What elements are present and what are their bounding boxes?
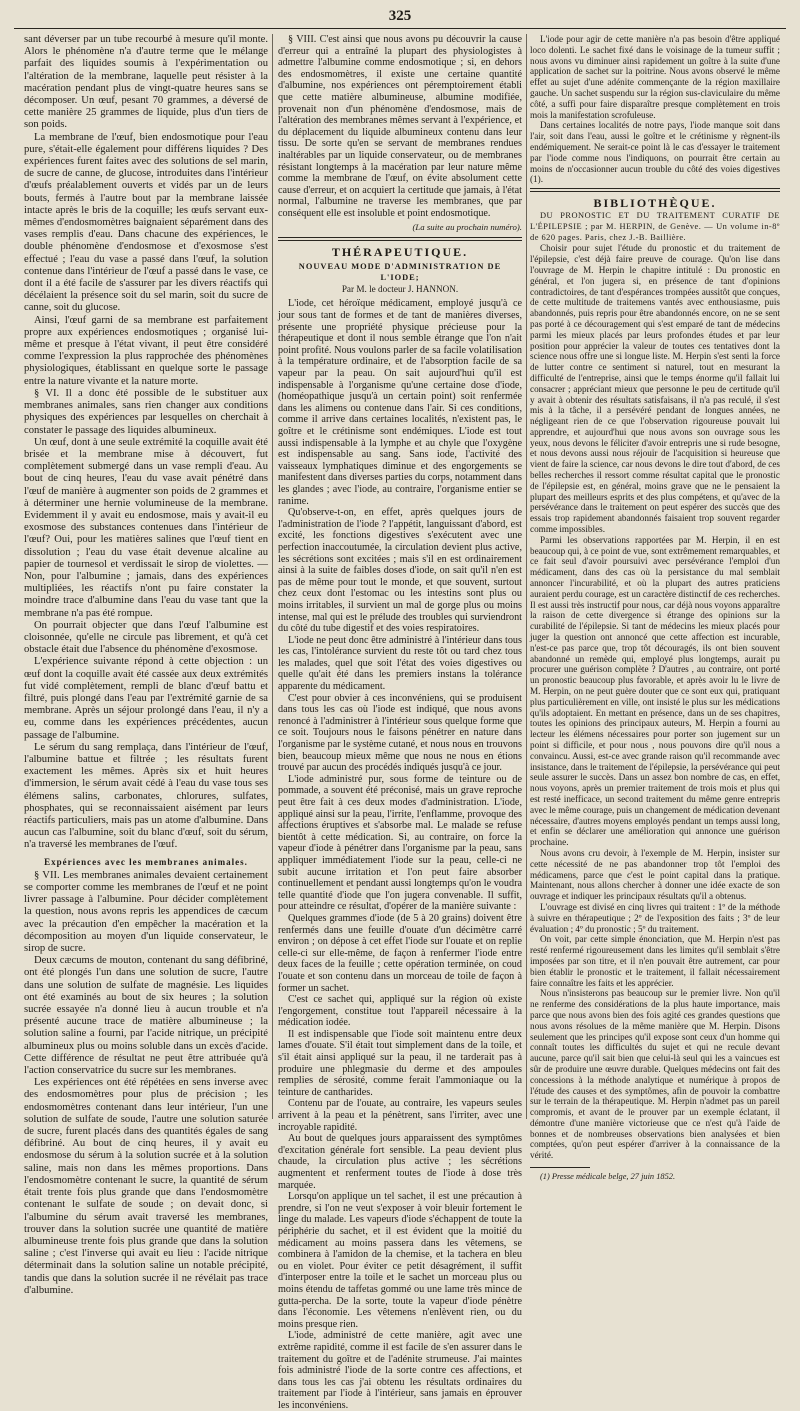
paragraph: On voit, par cette simple énonciation, que M. Herpin n'est pas resté renfermé rigoureusement dans les limites qu'il semblait s'être imposées par son titre, et il n'en pouvait être autrement, car pour bien établir le pronostic et le traitement, il fallait nécessairement faire connaître les faits et les apprécier.	[530, 934, 780, 988]
section-title: BIBLIOTHÈQUE.	[593, 196, 717, 211]
paragraph: L'iode, administré de cette manière, agit avec une extrême rapidité, comme il est facile de s'en assurer dans le traitement du goître et de l'adénite strumeuse. J'ai maintes fois administré l'iode de la sorte contre ces affections, et dans tous les cas j'ai obtenu les résultats ordinaires du traitement par l'iode à l'intérieur, sans jamais en éprouver les inconvéniens.	[278, 1330, 522, 1411]
paragraph: § VI. Il a donc été possible de le substituer aux membranes animales, sans rien changer aux conditions physiques des expériences par lesquelles on cherchait à constater le passage des liquides albumineux.	[24, 387, 268, 436]
paragraph: L'ouvrage est divisé en cinq livres qui traitent : 1º de la méthode à suivre en thérapeutique ; 2º de l'exposition des faits ; 3º de leur évaluation ; 4º du pronostic ; 5º du traitement.	[530, 901, 780, 934]
page-number: 325	[388, 8, 412, 24]
column-right	[530, 34, 780, 1182]
column-separator	[272, 34, 273, 1119]
paragraph: C'est pour obvier à ces inconvéniens, qui se produisent dans tous les cas où l'iode est indiqué, que nous avons renoncé à l'administrer à l'intérieur sous quelque forme que ce soit. Toujours nous le faisons pénétrer en nature dans l'organisme par le système cutané, et nous nous en trouvons bien, beaucoup mieux même que nous ne nous en étions trouvé par aucun des procédés indiqués jusqu'à ce jour.	[278, 692, 522, 774]
section-rule	[278, 237, 522, 241]
paragraph: L'iode ne peut donc être administré à l'intérieur dans tous les cas, l'intolérance survient du reste tôt ou tard chez tous les malades, quel que soit l'état des voies digestives ou quelle qu'ait été dans les premiers instans la tolérance apparente du médicament.	[278, 634, 522, 693]
paragraph: Nous avons cru devoir, à l'exemple de M. Herpin, insister sur cette nécessité de ne pas abandonner trop tôt l'emploi des médicamens, parce que c'est le point capital dans la pratique. Maintenant, nous allons chercher à donner une idée exacte de son ouvrage et indiquer les principaux résultats qu'il a obtenus.	[530, 847, 780, 902]
section-rule	[530, 188, 780, 192]
header-rule	[14, 28, 786, 29]
section-heading: Expériences avec les membranes animales.	[44, 856, 248, 867]
paragraph: § VIII. C'est ainsi que nous avons pu découvrir la cause d'erreur qui a entraîné la plupart des physiologistes à admettre l'albumine comme endosmotique ; si, en dehors des endosmomètres, il existe une certaine quantité d'albumine, nos expériences ont péremptoirement établi que cette matière albumineuse, albumine modifiée, provenait non d'un phénomène d'endosmose, mais de l'altération des membranes mêmes servant à l'expérience, et du déplacement du liquide albumineux contenu dans leur tissu. De sorte qu'en se servant de membranes rendues inaltérables par un liquide conservateur, ou de membranes résistant longtemps à la macération par leur nature même comme la membrane de l'œuf, on évite absolument cette cause d'erreur, et on acquiert la certitude que jamais, à l'état normal, l'albumine ne traverse les membranes, que par conséquent elle est insoluble et point endosmotique.	[278, 34, 522, 219]
paragraph: Lorsqu'on applique un tel sachet, il est une précaution à prendre, si l'on ne veut s'exposer à voir bleuir fortement le linge du malade. Les vapeurs d'iode s'échappent de toute la périphérie du sachet, et il est évident que la moitié du médicament au moins passera dans les vêtemens, se combinera à l'amidon de la chemise, et la tachera en bleu ou en violet. Pour éviter ce petit désagrément, il suffit d'interposer entre la toile et le sachet un morceau plus ou moins étendu de taffetas gommé ou une lame très mince de gutta-percha. De la sorte, toute la vapeur d'iode pénètre dans l'économie. Les vêtemens n'enlèvent rien, ou du moins presque rien.	[278, 1191, 522, 1330]
paragraph: L'expérience suivante répond à cette objection : un œuf dont la coquille avait été cassée aux deux extrémités fut vidé complètement, rempli de blanc d'œuf battu et filtré, puis plongé dans l'eau par l'extrémité garnie de sa membrane. Après un séjour prolongé dans l'eau, il n'y a eu, comme dans les expériences précédentes, aucun passage de l'albumine.	[24, 656, 268, 741]
footnote-rule	[530, 1167, 590, 1168]
paragraph: sant déverser par un tube recourbé à mesure qu'il monte. Alors le phénomène n'a d'autre terme que le mélange parfait des liquides soumis à l'expérimentation ou l'altération de la membrane, laquelle peut résister à la macération pendant plus de vingt-quatre heures sans se décomposer. Un œuf, pesant 70 grammes, a déversé de cette manière 25 grammes de liquide, plus d'un tiers de son poids.	[24, 34, 268, 131]
paragraph: Contenu par de l'ouate, au contraire, les vapeurs seules arrivent à la peau et la pénètrent, sans l'irriter, avec une incroyable rapidité.	[278, 1098, 522, 1133]
paragraph: Ainsi, l'œuf garni de sa membrane est parfaitement propre aux expériences endosmotiques ; organisé lui-même et presque à l'état vivant, il peut être considéré comme l'expression la plus rapprochée des phénomènes physiologiques, établissant en quelque sorte le passage entre la nature vivante et la nature morte.	[24, 314, 268, 387]
book-review-heading: DU PRONOSTIC ET DU TRAITEMENT CURATIF DE L'ÉPILEPSIE ; par M. HERPIN, de Genève. — Un volume in-8º de 620 pages. Paris, chez J.-B. Baillière.	[530, 210, 780, 242]
footnote: (1) Presse médicale belge, 27 juin 1852.	[540, 1172, 676, 1182]
paragraph: Nous n'insisterons pas beaucoup sur le premier livre. Non qu'il ne renferme des considérations de la plus haute importance, mais parce que nous avons bien des fois agité ces grandes questions que nous avons résolues de la même manière que M. Herpin. Disons seulement que les principes qu'il expose sont ceux d'un homme qui connaît toutes les difficultés du sujet et qui ne recule devant aucune, parce qu'il sait bien que celui-là seul qui les a vaincues est sûr de produire une œuvre durable. Quelques médecins ont fait des concessions à la méthode analytique et numérique à propos de l'étude des causes et des symptômes, afin de pouvoir la combattre sur le terrain de la thérapeutique. M. Herpin n'admet pas un pareil compromis, et avant de le prouver par un exemple éclatant, il démontre d'une manière victorieuse que ce n'est qu'à l'aide de bonnes et de nombreuses observations bien analysées et bien comptées, qu'on peut espérer d'arriver à la connaissance de la vérité.	[530, 988, 780, 1161]
paragraph: C'est ce sachet qui, appliqué sur la région où existe l'engorgement, constitue tout l'appareil nécessaire à la médication iodée.	[278, 994, 522, 1029]
paragraph: Choisir pour sujet l'étude du pronostic et du traitement de l'épilepsie, c'est déjà faire preuve de courage. Qu'on lise dans l'ouvrage de M. Herpin le chapitre intitulé : Du pronostic en général, et l'on jugera si, en présence de tant d'opinions contradictoires, de tant d'espérances trompées aussitôt que conçues, de cette multitude de traitemens vantés avec enthousiasme, puis abandonnés, puis repris pour être abandonnés encore, on ne se sent pas porté à ce découragement qui s'est emparé de tant de médecins parmi les mieux placés par leurs profondes études et par leur position pour apprécier la valeur de toutes ces tentatives dont la science nous offre une si longue liste. M. Herpin s'est senti la force de lutter contre ce sentiment si naturel, tout en mesurant la difficulté de l'entreprise, ainsi que le temps énorme qu'il fallait lui consacrer ; appréciant mieux que personne le peu de certitude qu'il y avait à obtenir des résultats satisfaisans, il n'a pas reculé, il s'est mis à la tâche, il a persévéré pendant de longues années, ne négligeant rien de ce que l'observation rigoureuse pouvait lui apprendre, et aujourd'hui que nous avons son ouvrage sous les yeux, nous devons le féliciter d'avoir entrepris une si rude besogne, et nous devons aussi nous réjouir de l'acquisition si heureuse que vient de faire la science, car nous devons le dire tout d'abord, de ces belles recherches il ressort comme résultat capital que le pronostic de l'épilepsie est, en général, moins grave que ne le pensaient la plupart des meilleurs esprits et des plus compétens, et qu'avec de la persévérance dans le traitement on peut espérer des succès que des essais trop rapidement abandonnés faisaient trop souvent regarder comme impossibles.	[530, 243, 780, 535]
paragraph: Parmi les observations rapportées par M. Herpin, il en est beaucoup qui, à ce point de vue, sont extrêmement remarquables, et ce fait seul d'avoir poursuivi avec persévérance l'emploi d'un médicament, dans des cas où la persistance du mal semblait annoncer l'incurabilité, et où la plupart des autres praticiens auraient perdu courage, est un caractère distinctif de ces recherches. Il est aussi très instructif pour nous, car déjà nous voyons apparaître la raison de cette divergence si étrange des opinions sur la curabilité de l'épilepsie. Si tant de médecins les mieux placés pour juger la question ont annoncé que cette affection est incurable, n'est-ce pas parce que, trop tôt découragés, ils ont bien souvent abandonné un remède qui, employé plus longtemps, aurait pu procurer une guérison complète ? D'autres , au contraire, ont porté un pronostic beaucoup plus favorable, et après avoir lu le livre de M. Herpin, on ne peut guère douter que ce sont eux qui, pratiquant plus particulièrement en ville, ont insisté le plus sur les médications qu'ils adoptaient. En mettant en présence, dans un de ses chapitres, toutes les opinions des principaux auteurs, M. Herpin a fourni au lecteur les élémens nécessaires pour porter son jugement sur un point si difficile, et pour nous , nous pouvons dire qu'il nous a convaincu. Aussi, est-ce avec grande raison qu'il recommande avec insistance, dans le traitement de l'épilepsie, la persévérance qui peut seule assurer le succès. Dans un assez bon nombre de cas, en effet, nous voyons, après un premier traitement de trois mois et plus qui est resté inefficace, un second traitement du même genre entrepris avec le même courage, puis un changement de médication devenant nécessaire, d'autres moyens employés pendant un temps aussi long, et enfin se déclarer une amélioration qui annonce une guérison prochaine.	[530, 534, 780, 848]
section-title: THÉRAPEUTIQUE.	[331, 245, 469, 260]
paragraph: Qu'observe-t-on, en effet, après quelques jours de l'administration de l'iode ? l'appétit, languissant d'abord, est excité, les fonctions digestives s'exécutent avec une perfection inaccoutumée, la circulation devient plus active, les sécrétions sont excitées ; mais s'il en est ordinairement ainsi à la suite de faibles doses d'iode, on sait qu'il n'en est pas de même pour tout le monde, et que souvent, surtout chez ceux dont l'estomac ou les intestins sont plus ou moins irritables, il survient un mal de gorge plus ou moins intense, mal qui est le prélude des troubles qui surviendront du côté du tube digestif et des voies respiratoires.	[278, 507, 522, 635]
column-left	[24, 34, 268, 1296]
article-byline: Par M. le docteur J. HANNON.	[341, 283, 459, 294]
paragraph: On pourrait objecter que dans l'œuf l'albumine est cloisonnée, qu'elle ne circule pas librement, et qu'à cet obstacle était due l'absence du phénomène d'exosmose.	[24, 619, 268, 656]
paragraph: Au bout de quelques jours apparaissent des symptômes d'excitation générale fort sensible. La peau devient plus chaude, la circulation plus active ; les sécrétions augmentent et renferment toutes de l'iode à dose très marquée.	[278, 1133, 522, 1191]
paragraph: Un œuf, dont à une seule extrémité la coquille avait été brisée et la membrane mise à découvert, fut complètement submergé dans un vase rempli d'eau. Au bout de cinq heures, l'eau du vase avait pénétré dans l'œuf de manière à augmenter son poids de 2 grammes et à déterminer une hernie volumineuse de la membrane. Evidemment il y avait eu endosmose, mais y avait-il eu exosmose des substances contenues dans l'intérieur de l'œuf? Oui, pour les matières salines que l'œuf tient en dissolution ; l'eau du vase était devenue alcaline au papier de tournesol et verdissait le sirop de violettes. — Non, pour l'albumine ; jamais, dans des expériences multipliées, les réactifs n'ont pu faire constater la moindre trace d'albumine dans l'eau du vase tant que la membrane n'a pas été rompue.	[24, 436, 268, 619]
column-middle	[278, 34, 522, 1411]
paragraph: La membrane de l'œuf, bien endosmotique pour l'eau pure, s'était-elle également pour différens liquides ? Des expériences furent faites avec des solutions de sel marin, de sucre de canne, de glucose, introduites dans l'intérieur d'œufs préalablement ouverts et vidés par un de leurs bouts, fermés à l'autre bout par la membrane laissée intacte après le bris de la coquille; les œufs servant eux-mêmes d'endosmomètres baignaient séparément dans des vases remplis d'eau. Dans chacune des expériences, le double phénomène d'endosmose et d'exosmose s'est effectué ; l'eau du vase a passé dans l'œuf, la solution contenue dans l'intérieur de l'œuf a passé dans le vase, ce dont il a été facile de s'assurer par les divers réactifs qui décélaient la présence soit du sel marin, soit du sucre de canne, soit du glucose.	[24, 131, 268, 314]
paragraph: Il est indispensable que l'iode soit maintenu entre deux lames d'ouate. S'il était tout simplement dans de la toile, et s'il était ainsi appliqué sur la peau, il ne tarderait pas à produire une phlegmasie du derme et des ampoules remplies de sérosité, comme ferait l'ammoniaque ou la teinture de cantharides.	[278, 1028, 522, 1098]
paragraph: Dans certaines localités de notre pays, l'iode manque soit dans l'air, soit dans l'eau, aussi le goître et le crétinisme y règnent-ils endémiquement. Ne serait-ce point là le cas d'essayer le traitement par l'iode comme nous l'indiquons, on pourrait être certain au moins de n'occasionner aucun trouble du côté des voies digestives (1).	[530, 120, 780, 185]
paragraph: § VII. Les membranes animales devaient certainement se comporter comme les membranes de l'œuf et ne point livrer passage à l'albumine. Pour décider complètement la question, nous avons repris les appendices de cæcum avec la précaution d'en empêcher la macération et la décomposition au moyen d'un liquide conservateur, le sirop de sucre.	[24, 869, 268, 955]
continuation-note: (La suite au prochain numéro).	[412, 221, 522, 232]
paragraph: L'iode administré pur, sous forme de teinture ou de pommade, a souvent été préconisé, mais un grave reproche peut être fait à ces deux modes d'administration. L'iode, appliqué ainsi sur la peau, l'irrite, l'enflamme, provoque des affections éruptives et s'absorbe mal. Le malade se refuse bientôt à cette médication. Si, au contraire, on force la vapeur d'iode à pénétrer dans l'organisme par la peau, sans appliquer immédiatement l'iode sur la peau, celle-ci ne subit aucune irritation et l'on peut faire absorber continuellement et pendant aussi longtemps qu'on le voudra telle quantité d'iode que l'on jugera convenable. Il suffit, pour atteindre ce résultat, d'opérer de la manière suivante :	[278, 773, 522, 913]
paragraph: Les expériences ont été répétées en sens inverse avec des endosmomètres pour plus de précision ; les endosmomètres contenant dans leur intérieur, l'un une solution de sulfate de soude, l'autre une solution saturée de sucre, furent placés dans des quantités égales de sang défibriné. Au bout de cinq heures, il y avait eu endosmose du sérum à la solution sucrée et à la solution saline, mais non dans les mêmes proportions. Dans l'endosmomètre contenant le sucre, la quantité de sérum était trente fois plus grande que dans l'endosmomètre contenant le sulfate de soude ; on devait donc, si l'albumine du sérum avait traversé les membranes, trouver dans la solution sucrée une quantité de matière albumineuse trente fois plus grande que dans la solution saline ; c'est l'inverse qui avait eu lieu : l'acide nitrique déterminait dans la solution saline un notable précipité, tandis que dans la solution sucrée il ne révélait pas trace d'albumine.	[24, 1077, 268, 1296]
paragraph: Le sérum du sang remplaça, dans l'intérieur de l'œuf, l'albumine battue et filtrée ; les résultats furent exactement les mêmes. Après six et huit heures d'immersion, le sérum avait cédé à l'eau du vase tous ses élémens salins, carbonates, chlorures, sulfates, phosphates, qui se reconnaissaient aisément par leurs réactifs particuliers, mais pas un atome d'albumine. Dans aucun cas l'albumine, soit du blanc d'œuf, soit du sérum, n'a traversé les membranes de l'œuf.	[24, 741, 268, 851]
paragraph: L'iode pour agir de cette manière n'a pas besoin d'être appliqué loco dolenti. Le sachet fixé dans le voisinage de la tumeur suffit ; nous avons vu diminuer ainsi rapidement un goître à la suite d'une application de sachet sur la poitrine. Nous avons observé le même effet au sujet d'une adénite commençante de la région maxillaire gauche. Un sachet suspendu sur la région sus-claviculaire du même côté, a suffi pour faire disparaître presque complètement en trois mois la manifestation scrofuleuse.	[530, 34, 780, 120]
paragraph: Quelques grammes d'iode (de 5 à 20 grains) doivent être renfermés dans une feuille d'ouate d'un décimètre carré environ ; on dépose à cet effet l'iode sur l'ouate et on replie celle-ci sur elle-même, de façon à renfermer l'iode entre deux faces de la feuille ; cette opération terminée, on coud l'ouate et son contenu dans un morceau de toile de façon à former un sachet.	[278, 912, 522, 994]
article-title: NOUVEAU MODE D'ADMINISTRATION DE L'IODE;	[298, 261, 502, 283]
column-separator	[526, 34, 527, 1119]
paragraph: Deux cæcums de mouton, contenant du sang défibriné, ont été plongés l'un dans une solution de sucre, l'autre dans une solution de sulfate de magnésie. Les liquides ont été examinés au bout de six heures ; la solution sucrée essayée n'a donné lieu à aucun trouble et n'a présenté aucune trace de matière albumineuse ; la solution saline a fourni, par l'acide nitrique, un précipité albumineux plus ou moins soluble dans un excès d'acide. Cette différence de résultat ne peut être attribuée qu'à l'action conservatrice du sucre sur les membranes.	[24, 955, 268, 1077]
paragraph: L'iode, cet héroïque médicament, employé jusqu'à ce jour sous tant de formes et de tant de manières diverses, présente une propriété physique précieuse pour la thérapeutique et dont il nous semble étrange que l'on n'ait point profité. Nous voulons parler de sa facile volatilisation à la température ordinaire, et de l'absorption facile de sa vapeur par la peau. On sait aujourd'hui qu'il est indispensable à l'organisme qu'une certaine dose d'iode, (homéopathique jusqu'à un certain point) soit renfermée dans les alimens ou contenue dans l'air. Si ces conditions, comme il arrive dans certaines localités, n'existent pas, le goître et le crétinisme sont endémiques. L'iode est tout aussi indispensable à la lymphe et au chyle que l'oxygène est indispensable au sang. Sans iode, l'activité des vaisseaux lymphatiques diminue et des engorgements se manifestent dans diverses parties du corps, notamment dans les glandes ; avec l'iode, au contraire, l'organisme entier se ranime.	[278, 298, 522, 507]
